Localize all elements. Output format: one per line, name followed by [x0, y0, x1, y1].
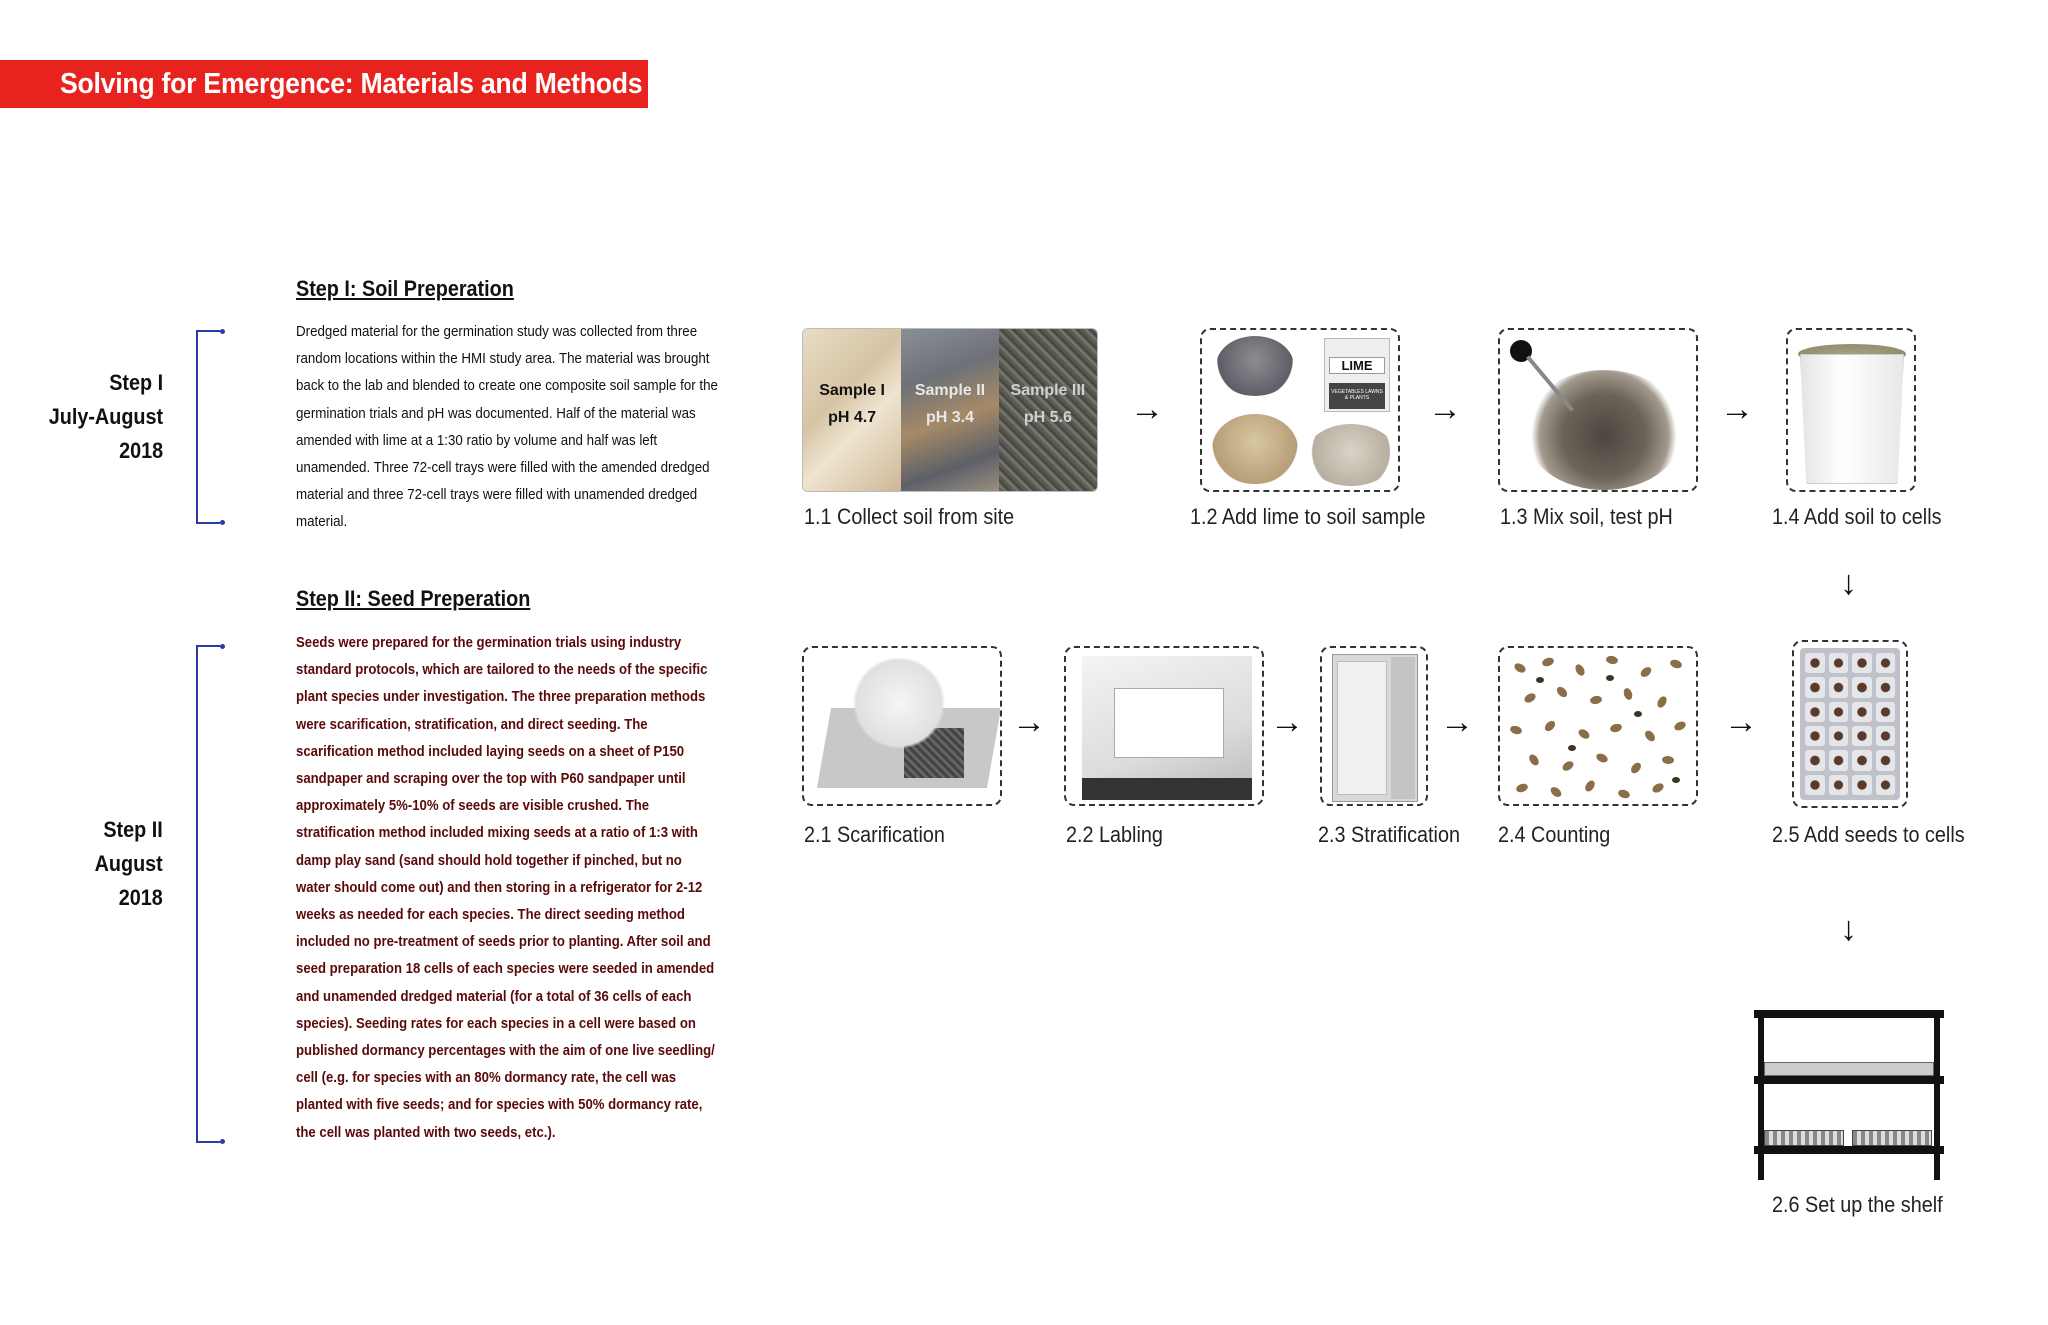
tray-cell [1876, 702, 1896, 722]
tray-cell [1852, 653, 1872, 673]
gloved-hands [844, 658, 954, 748]
tray-cell [1805, 702, 1825, 722]
step2-label [95, 813, 163, 915]
tray-cell [1876, 726, 1896, 746]
tray-cell [1852, 702, 1872, 722]
lime-bag-subtext: VEGETABLES LAWNS & PLANTS [1329, 383, 1385, 409]
sample-name: Sample II [914, 382, 986, 399]
shelf-board [1754, 1146, 1944, 1154]
sample-name: Sample I [819, 382, 885, 399]
step2-heading: Step II: Seed Preperation [296, 586, 531, 611]
sample-label [803, 377, 901, 431]
seeds-graphic [1500, 648, 1696, 804]
tray-cell [1876, 775, 1896, 795]
lime-bag-label: LIME [1329, 357, 1385, 374]
step2-label-line: August [94, 851, 163, 876]
mixed-soil-pile [1524, 370, 1684, 490]
step1-heading: Step I: Soil Preperation [296, 276, 514, 301]
caption-2-1: 2.1 Scarification [804, 822, 945, 847]
step1-label-line: 2018 [118, 438, 163, 463]
sample-name: Sample III [1010, 382, 1086, 399]
seed-tray-image [1792, 640, 1908, 808]
caption-2-2: 2.2 Labling [1066, 822, 1163, 847]
arrow-right-icon: → [1440, 703, 1474, 741]
shelf-post [1758, 1010, 1764, 1180]
fridge-interior [1337, 661, 1387, 795]
sample-ph: pH 3.4 [925, 409, 974, 426]
caption-1-4: 1.4 Add soil to cells [1772, 504, 1942, 529]
arrow-down-icon: ↓ [1840, 910, 1857, 948]
mix-soil-image [1498, 328, 1698, 492]
soil-pile [1212, 414, 1298, 484]
tray-cell [1829, 775, 1849, 795]
tray-cell [1852, 750, 1872, 770]
scarification-image [802, 646, 1002, 806]
shelf-tray [1852, 1130, 1932, 1146]
tray-cell [1852, 677, 1872, 697]
shelf-image [1754, 1010, 1944, 1180]
sample-strip [901, 329, 999, 491]
step2-paragraph: Seeds were prepared for the germination trials using industry standard protocols, which are tailored to the needs of the specific plant species under investigation. The three preparation methods were scarification, stratification, and direct seeding. The scarification method included laying seeds on a sheet of P150 sandpaper and scraping over the top with P60 sandpaper until approximately 5%-10% of seeds are visible crushed. The stratification method included mixing seeds at a ratio of 1:3 with damp play sand (sand should hold together if pinched, but no water should come out) and then storing in a refrigerator for 2-12 weeks as needed for each species. The direct seeding method included no pre-treatment of seeds prior to planting. After soil and seed preparation 18 cells of each species were seeded in amended and unamended dredged material (for a total of 36 cells of each species). Seeding rates for each species in a cell were based on published dormancy percentages with the aim of one live seedling/ cell (e.g. for species with an 80% dormancy rate, the cell was planted with five seeds; and for species with 50% dormancy rate, the cell was planted with two seeds, etc.). [296, 635, 715, 1141]
seed-label [1114, 688, 1224, 758]
soil-samples-image [802, 328, 1098, 492]
arrow-down-icon: ↓ [1840, 564, 1857, 602]
lime-image [1200, 328, 1400, 492]
arrow-right-icon: → [1012, 703, 1046, 741]
caption-1-2: 1.2 Add lime to soil sample [1190, 504, 1426, 529]
step2-bracket [196, 645, 220, 1143]
caption-2-5: 2.5 Add seeds to cells [1772, 822, 1965, 847]
step1-label [49, 366, 163, 468]
caption-2-6: 2.6 Set up the shelf [1772, 1192, 1943, 1217]
tray-cell [1852, 726, 1872, 746]
step1-label-line: Step I [109, 370, 163, 395]
seed-tray-icon [1800, 648, 1900, 800]
tray-cell [1829, 726, 1849, 746]
tray-cell [1805, 677, 1825, 697]
arrow-right-icon: → [1270, 703, 1304, 741]
arrow-right-icon: → [1720, 390, 1754, 428]
seed-counting-image [1498, 646, 1698, 806]
tray-cell [1805, 750, 1825, 770]
caption-2-3: 2.3 Stratification [1318, 822, 1460, 847]
step1-bracket [196, 330, 220, 524]
tray-cell [1805, 653, 1825, 673]
tray-cell [1829, 702, 1849, 722]
tray-cell [1876, 750, 1896, 770]
step2-label-line: 2018 [118, 885, 163, 910]
shelf-board [1754, 1010, 1944, 1018]
refrigerator-icon [1332, 654, 1418, 802]
tray-cell [1829, 677, 1849, 697]
tray-cell [1876, 653, 1896, 673]
shelf-board [1754, 1076, 1944, 1084]
bucket-icon [1800, 354, 1904, 484]
arrow-right-icon: → [1428, 390, 1462, 428]
fridge-door [1391, 657, 1415, 799]
shelf-tray [1764, 1130, 1844, 1146]
sample-strip [803, 329, 901, 491]
arrow-right-icon: → [1724, 703, 1758, 741]
arrow-right-icon: → [1130, 390, 1164, 428]
sample-strip [999, 329, 1097, 491]
shelf-post [1934, 1010, 1940, 1180]
tray-cell [1876, 677, 1896, 697]
shelf-tray [1764, 1062, 1934, 1076]
page-title: Solving for Emergence: Materials and Methods [60, 68, 643, 100]
lime-pile [1306, 424, 1396, 486]
tray-cell [1829, 653, 1849, 673]
bucket-image [1786, 328, 1916, 492]
refrigerator-image [1320, 646, 1428, 806]
tray-cell [1805, 775, 1825, 795]
lime-bag [1324, 338, 1390, 412]
labeling-image [1064, 646, 1264, 806]
tray-cell [1852, 775, 1872, 795]
soil-pile [1216, 336, 1294, 396]
sample-ph: pH 4.7 [828, 409, 877, 426]
step2-label-line: Step II [103, 817, 163, 842]
caption-1-3: 1.3 Mix soil, test pH [1500, 504, 1673, 529]
sample-label [999, 377, 1097, 431]
caption-2-4: 2.4 Counting [1498, 822, 1611, 847]
step1-paragraph: Dredged material for the germination study was collected from three random locations within the HMI study area. The material was brought back to the lab and blended to create one composite soil sample for the germination trials and pH was documented. Half of the material was amended with lime at a 1:30 ratio by volume and half was left unamended. Three 72-cell trays were filled with the amended dredged material and three 72-cell trays were filled with unamended dredged material. [296, 324, 718, 531]
caption-1-1: 1.1 Collect soil from site [804, 504, 1015, 529]
title-bar [0, 60, 648, 108]
step1-label-line: July-August [48, 404, 163, 429]
tray-cell [1829, 750, 1849, 770]
sample-label [901, 377, 999, 431]
sample-ph: pH 5.6 [1023, 409, 1072, 426]
tray-cell [1805, 726, 1825, 746]
seed-bag-bottom [1082, 778, 1252, 800]
